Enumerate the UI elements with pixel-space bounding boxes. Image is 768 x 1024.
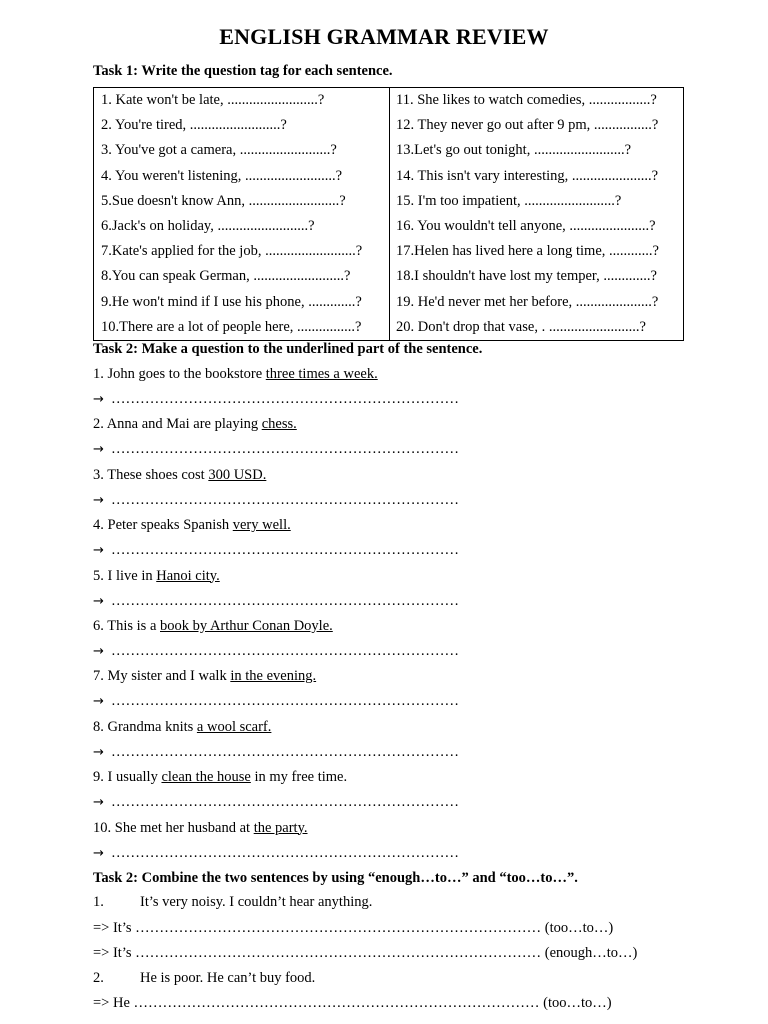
page-title: ENGLISH GRAMMAR REVIEW: [219, 24, 549, 49]
task3-exercise-1: [93, 894, 372, 911]
answer-line: [93, 643, 459, 660]
exercise-number: 1.: [93, 894, 104, 910]
sentence-text: 9. I usually: [93, 769, 162, 786]
arrow-right-icon: →: [93, 744, 104, 760]
task2-sentence: [93, 568, 220, 585]
tag-question-right: 15. I'm too impatient, .........................?: [390, 189, 684, 214]
underlined-part: the party.: [253, 819, 308, 836]
task2-sentence: [93, 719, 271, 736]
sentence-text: 8. Grandma knits: [93, 718, 197, 735]
task2-sentence: [93, 769, 347, 786]
underlined-part: clean the house: [161, 769, 251, 786]
tag-question-right: 20. Don't drop that vase, . .........................?: [390, 315, 684, 341]
arrow-right-icon: →: [93, 694, 104, 710]
sentence-text: 6. This is a: [93, 618, 160, 634]
task1-heading: Task 1: Write the question tag for each sentence.: [93, 63, 393, 79]
task2-sentence: [93, 416, 297, 433]
answer-blank: ………………………………………………………………: [111, 391, 459, 407]
answer-line: [93, 542, 459, 559]
answer-blank: ………………………………………………………………: [111, 794, 459, 811]
task2-sentence: [93, 668, 316, 685]
exercise-number: 2.: [93, 970, 104, 986]
tag-question-left: 1. Kate won't be late, .........................?: [94, 88, 390, 114]
tag-question-right: 11. She likes to watch comedies, .................?: [390, 88, 684, 114]
sentence-text: 7. My sister and I walk: [93, 668, 231, 685]
underlined-part: a wool scarf.: [196, 718, 272, 735]
tag-row: [94, 290, 684, 315]
task3-exercise-2: [93, 970, 315, 987]
tag-question-left: 5.Sue doesn't know Ann, .........................?: [94, 189, 390, 214]
sentence-text: 10. She met her husband at: [93, 819, 254, 836]
answer-blank: ………………………………………………………………: [111, 491, 459, 508]
tag-row: [94, 164, 684, 189]
tag-row: [94, 315, 684, 341]
answer-line: [93, 794, 459, 811]
task3-answer-line-enough: => It’s ………………………………………………………………………… (enough…to…): [93, 945, 638, 961]
arrow-right-icon: →: [93, 442, 104, 458]
tag-row: [94, 189, 684, 214]
tag-question-left: 10.There are a lot of people here, ................?: [94, 315, 390, 341]
arrow-right-icon: →: [93, 543, 104, 559]
exercise-sentence: It’s very noisy. I couldn’t hear anything.: [140, 894, 373, 910]
task2-sentence: [93, 820, 308, 837]
tag-question-right: 19. He'd never met her before, .....................?: [390, 290, 684, 315]
tag-row: [94, 214, 684, 239]
tag-row: [94, 264, 684, 289]
answer-line: [93, 845, 459, 862]
underlined-part: in the evening.: [230, 668, 317, 685]
sentence-text: 4. Peter speaks Spanish: [93, 517, 233, 534]
exercise-sentence: He is poor. He can’t buy food.: [140, 970, 316, 986]
tag-question-left: 3. You've got a camera, .........................?: [94, 138, 390, 163]
underlined-part: book by Arthur Conan Doyle.: [160, 618, 333, 634]
answer-blank: ………………………………………………………………: [111, 542, 459, 559]
answer-blank: ………………………………………………………………: [111, 693, 459, 710]
tag-question-right: 16. You wouldn't tell anyone, ......................?: [390, 214, 684, 239]
underlined-part: 300 USD.: [208, 466, 267, 483]
tag-row: [94, 138, 684, 163]
answer-line: [93, 391, 459, 408]
tag-question-left: 8.You can speak German, .........................?: [94, 264, 390, 289]
sentence-text: 3. These shoes cost: [93, 466, 209, 483]
answer-line: [93, 593, 459, 610]
task3-answer-line-too: => It’s ………………………………………………………………………… (too…to…): [93, 920, 614, 936]
answer-blank: ………………………………………………………………: [111, 844, 459, 861]
sentence-text-after: in my free time.: [250, 769, 348, 786]
task3-heading: Task 2: Combine the two sentences by using “enough…to…” and “too…to…”.: [93, 870, 578, 886]
tag-question-right: 12. They never go out after 9 pm, ................?: [390, 113, 684, 138]
answer-blank: ………………………………………………………………: [111, 592, 459, 609]
tag-row: [94, 88, 684, 114]
underlined-part: chess.: [261, 416, 297, 433]
task2-heading: Task 2: Make a question to the underlined part of the sentence.: [93, 341, 483, 357]
task2-sentence: [93, 467, 266, 484]
question-tag-table: [93, 87, 684, 341]
sentence-text: 5. I live in: [93, 567, 157, 584]
tag-question-right: 17.Helen has lived here a long time, ............?: [390, 239, 684, 264]
tag-question-right: 14. This isn't vary interesting, ......................?: [390, 164, 684, 189]
tag-question-right: 13.Let's go out tonight, .........................?: [390, 138, 684, 163]
tag-question-left: 6.Jack's on holiday, .........................?: [94, 214, 390, 239]
task3-answer-line-too: => He ………………………………………………………………………… (too…to…): [93, 995, 612, 1011]
arrow-right-icon: →: [93, 644, 104, 659]
tag-question-left: 7.Kate's applied for the job, .........................?: [94, 239, 390, 264]
tag-row: [94, 239, 684, 264]
tag-question-left: 9.He won't mind if I use his phone, .............?: [94, 290, 390, 315]
task2-sentence: [93, 618, 333, 635]
answer-line: [93, 693, 459, 710]
answer-blank: ………………………………………………………………: [111, 743, 459, 760]
answer-blank: ………………………………………………………………: [111, 441, 459, 458]
arrow-right-icon: →: [93, 593, 104, 609]
sentence-text: 2. Anna and Mai are playing: [93, 416, 262, 433]
tag-question-left: 4. You weren't listening, .........................?: [94, 164, 390, 189]
arrow-right-icon: →: [93, 492, 104, 508]
tag-question-left: 2. You're tired, .........................?: [94, 113, 390, 138]
arrow-right-icon: →: [93, 845, 104, 861]
answer-line: [93, 744, 459, 761]
answer-blank: ………………………………………………………………: [111, 643, 459, 659]
tag-question-right: 18.I shouldn't have lost my temper, .............?: [390, 264, 684, 289]
answer-line: [93, 441, 459, 458]
underlined-part: very well.: [232, 517, 291, 534]
tag-row: [94, 113, 684, 138]
underlined-part: Hanoi city.: [156, 567, 220, 584]
arrow-right-icon: →: [93, 795, 104, 811]
answer-line: [93, 492, 459, 509]
arrow-right-icon: →: [93, 392, 104, 407]
task2-sentence: [93, 517, 291, 534]
sentence-text: 1. John goes to the bookstore: [93, 366, 266, 382]
underlined-part: three times a week.: [265, 366, 378, 382]
task2-sentence: [93, 366, 378, 383]
